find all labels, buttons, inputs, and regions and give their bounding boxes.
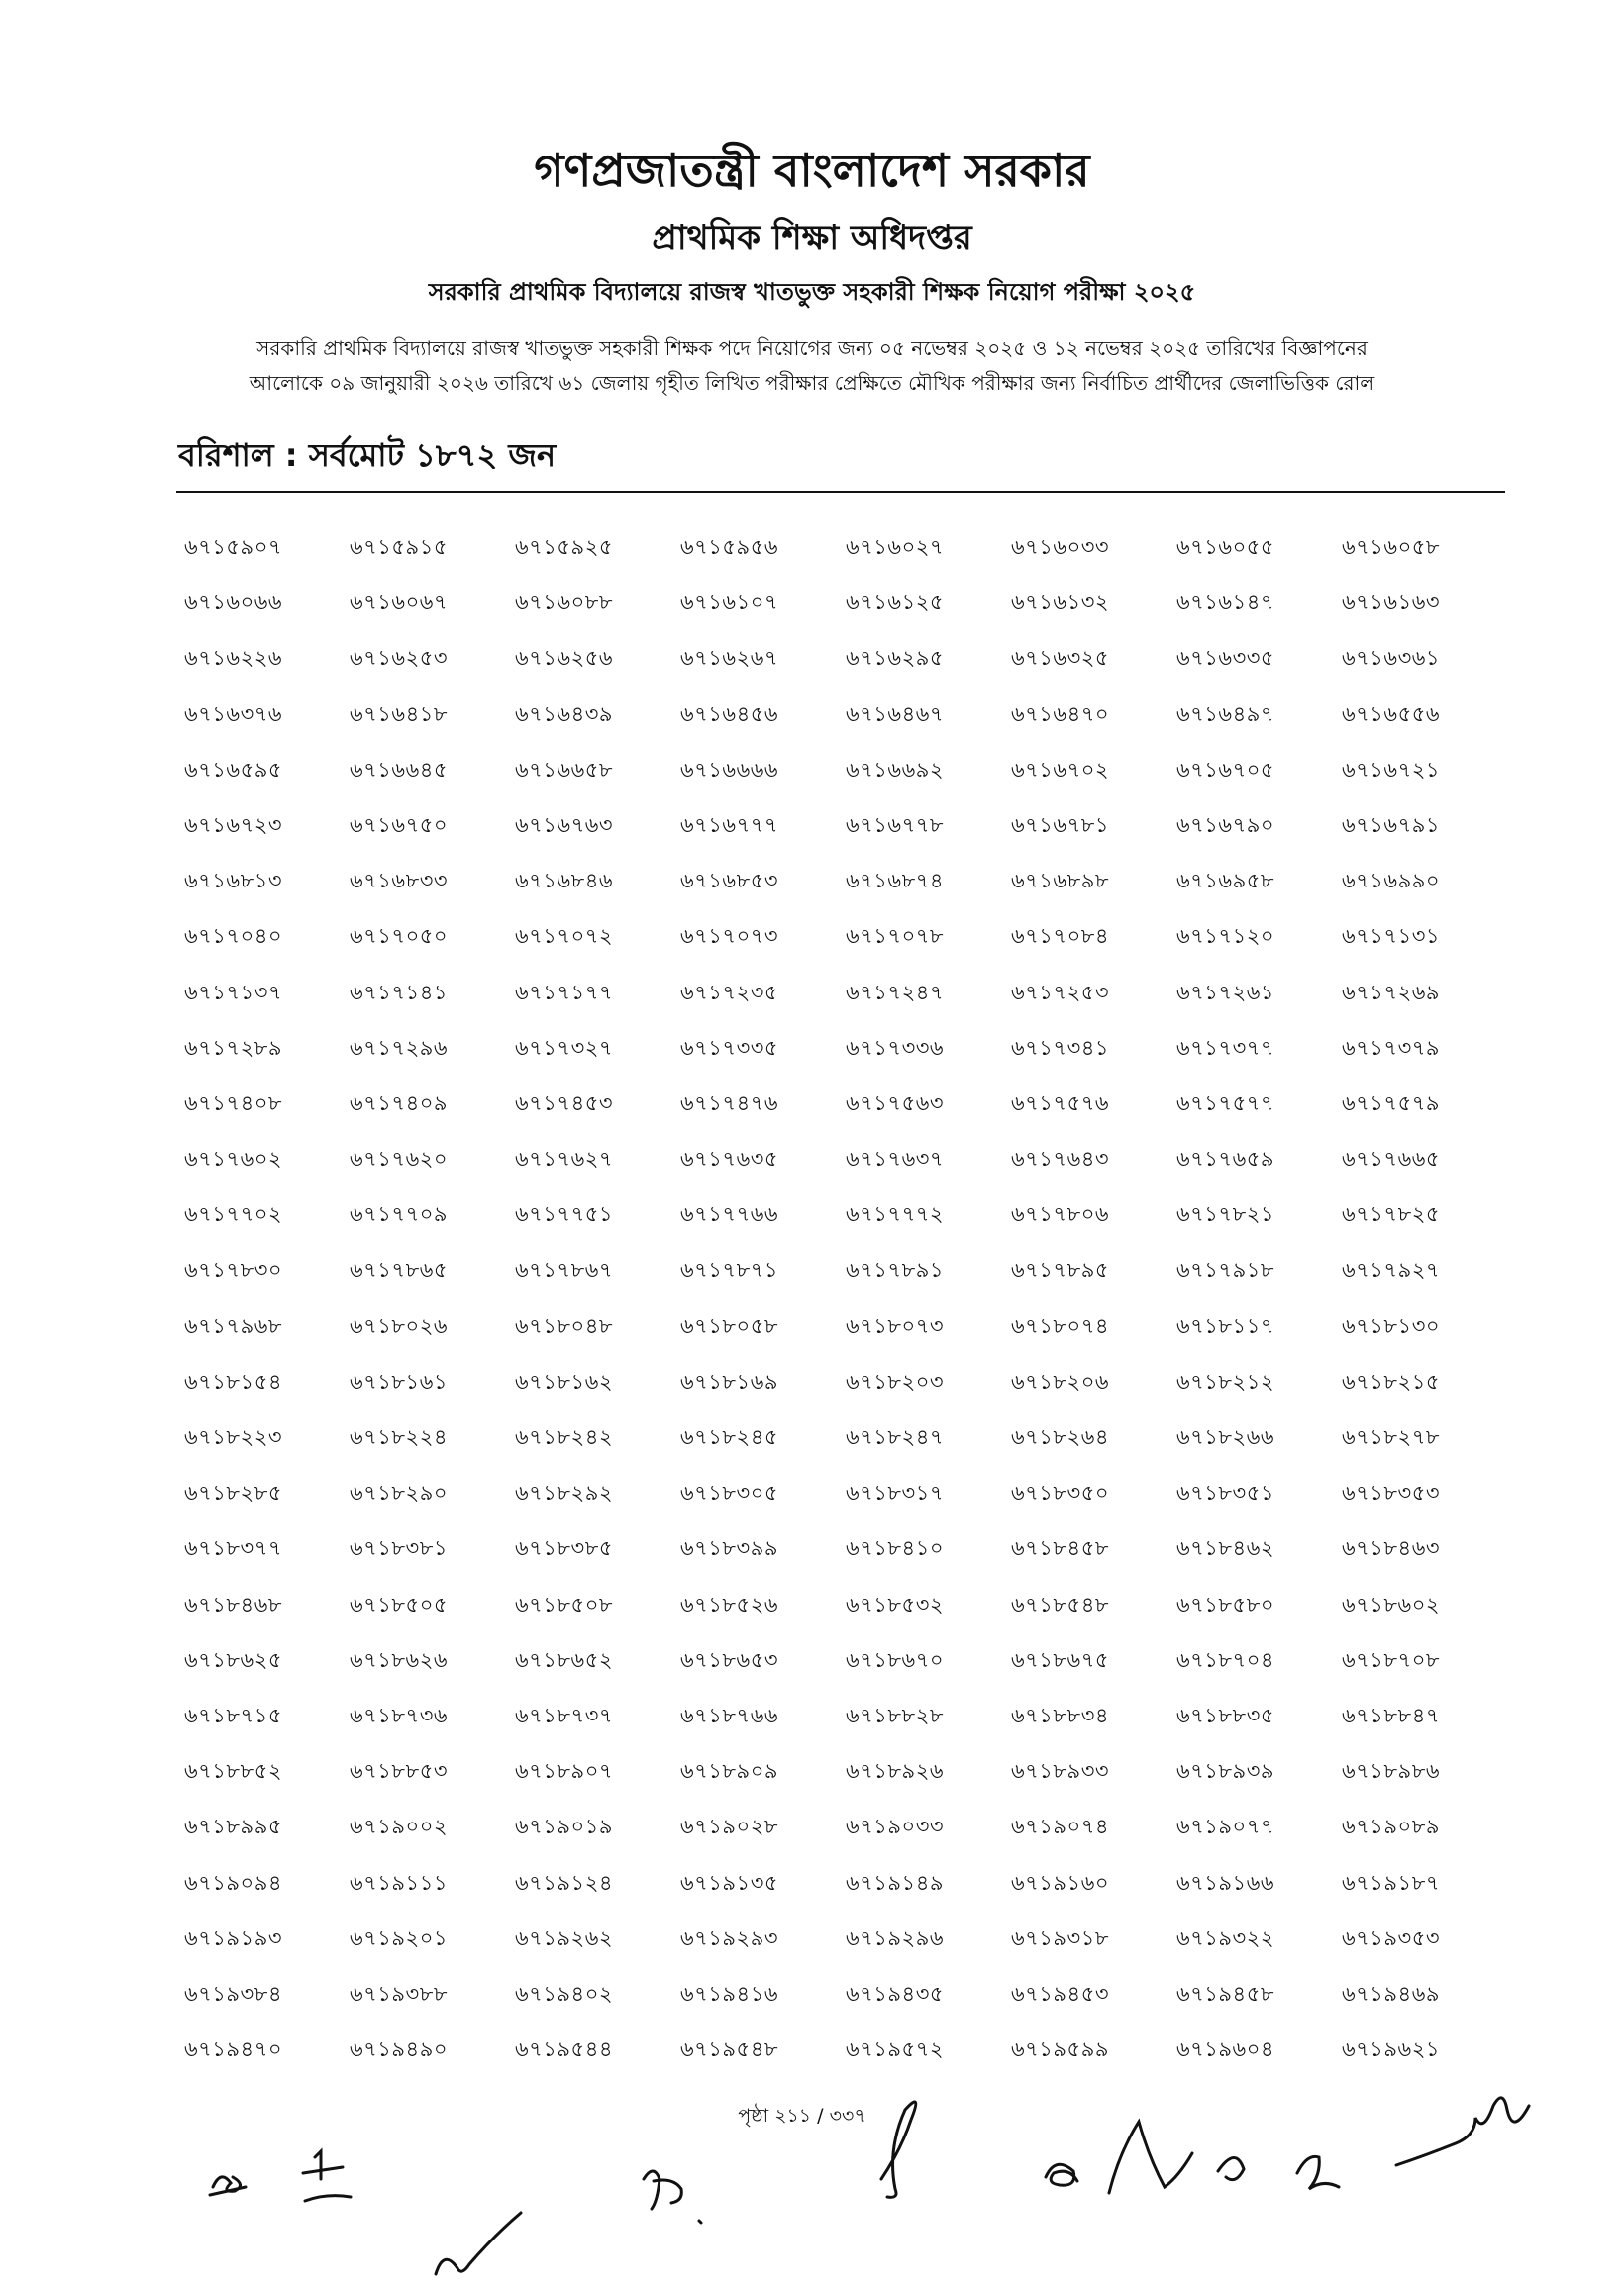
roll-number: ৬৭১৭৬৩৭ [846,1147,945,1172]
roll-number: ৬৭১৫৯৫৬ [680,535,778,559]
roll-number: ৬৭১৮৬০২ [1342,1592,1441,1616]
roll-number: ৬৭১৬২৯৫ [846,646,944,671]
signature-5 [881,2102,916,2197]
roll-number: ৬৭১৯১২৪ [515,1870,613,1895]
roll-number: ৬৭১৯২৬২ [515,1926,614,1950]
roll-number: ৬৭১৬৭২১ [1342,757,1441,781]
roll-number: ৬৭১৬৯৫৮ [1176,869,1274,893]
roll-number: ৬৭১৭০৫০ [350,924,449,949]
roll-number: ৬৭১৬১৪৭ [1176,590,1274,615]
department-title: প্রাথমিক শিক্ষা অধিদপ্তর [652,218,972,258]
roll-number: ৬৭১৮২২৪ [350,1425,448,1449]
roll-number: ৬৭১৯০৯৪ [184,1870,282,1895]
roll-number: ৬৭১৯৫৯৯ [1011,2037,1109,2062]
roll-number: ৬৭১৮৫০৮ [515,1592,613,1616]
roll-number: ৬৭১৮২৪৫ [680,1425,778,1449]
roll-number: ৬৭১৯৩৫৩ [1342,1926,1440,1950]
roll-number: ৬৭১৭৭০২ [184,1202,283,1227]
signature-8 [1218,2157,1244,2179]
roll-number: ৬৭১৮২৭৮ [1342,1425,1440,1449]
roll-number: ৬৭১৭৯২৭ [1342,1258,1441,1283]
roll-number: ৬৭১৭৫৬৩ [846,1091,945,1115]
roll-number: ৬৭১৬৩৬১ [1342,646,1441,671]
roll-number: ৬৭১৮২৯২ [515,1481,613,1506]
roll-number: ৬৭১৬৬৯২ [846,757,945,781]
signatures [0,2070,1624,2292]
roll-number: ৬৭১৭২৬১ [1176,980,1275,1004]
roll-number: ৬৭১৮১৫৪ [184,1369,282,1394]
roll-number: ৬৭১৯১৩৫ [680,1870,778,1895]
roll-number: ৬৭১৮১১৭ [1176,1313,1274,1338]
roll-number: ৬৭১৬৫৯৫ [184,757,282,781]
roll-number: ৬৭১৬৪৭০ [1011,701,1110,726]
roll-number: ৬৭১৬২৫৩ [350,646,449,671]
roll-number: ৬৭১৮৩৮১ [350,1536,448,1561]
roll-number: ৬৭১৯৪১৬ [680,1981,778,2006]
roll-number: ৬৭১৯৫৭২ [846,2037,944,2062]
notice-line-1: সরকারি প্রাথমিক বিদ্যালয়ে রাজস্ব খাতভুক্ত সহকারী শিক্ষক পদে নিয়োগের জন্য ০৫ নভেম্বর ২০২৫ ও ১২ নভেম্বর ২০২৫ তারিখের বিজ্ঞাপনের [256,336,1368,360]
roll-number: ৬৭১৮৫৩২ [846,1592,944,1616]
roll-number: ৬৭১৮৫২৬ [680,1592,778,1616]
roll-number: ৬৭১৬৮৭৪ [846,869,944,893]
roll-number: ৬৭১৭৩৩৫ [680,1035,779,1060]
roll-number: ৬৭১৮৩৫০ [1011,1481,1109,1506]
roll-number: ৬৭১৫৯১৫ [350,535,448,559]
government-title: গণপ্রজাতন্ত্রী বাংলাদেশ সরকার [534,144,1090,197]
roll-number: ৬৭১৬৭৯০ [1176,812,1275,837]
roll-number: ৬৭১৬৩২৫ [1011,646,1110,671]
roll-number: ৬৭১৬০৫৮ [1342,535,1440,559]
roll-number: ৬৭১৮৪৬২ [1176,1536,1274,1561]
roll-number: ৬৭১৭৮৯১ [846,1258,944,1283]
roll-number: ৬৭১৮৬৫৩ [680,1647,778,1672]
signature-7 [1109,2122,1192,2193]
roll-number: ৬৭১৭৪৭৬ [680,1091,779,1115]
roll-number: ৬৭১৭৯১৮ [1176,1258,1274,1283]
roll-number: ৬৭১৭৩৩৬ [846,1035,945,1060]
roll-number: ৬৭১৮২১২ [1176,1369,1274,1394]
roll-number: ৬৭১৬১৩২ [1011,590,1110,615]
roll-number: ৬৭১৯১৮৭ [1342,1870,1440,1895]
roll-number: ৬৭১৮৩১৭ [846,1481,944,1506]
roll-number: ৬৭১৮১৬৯ [680,1369,778,1394]
roll-number: ৬৭১৭৫৭৭ [1176,1091,1275,1115]
roll-number: ৬৭১৮৩৫১ [1176,1481,1274,1506]
roll-number: ৬৭১৮৫৪৮ [1011,1592,1109,1616]
roll-number: ৬৭১৬৮১৩ [184,869,282,893]
roll-number: ৬৭১৮২৬৪ [1011,1425,1109,1449]
roll-number: ৬৭১৯৩৮৮ [350,1981,448,2006]
roll-number: ৬৭১৮৩০৫ [680,1481,778,1506]
roll-number: ৬৭১৮১৩০ [1342,1313,1440,1338]
roll-number: ৬৭১৮২০৬ [1011,1369,1110,1394]
roll-number: ৬৭১৯৩২২ [1176,1926,1275,1950]
roll-number: ৬৭১৬৩৭৬ [184,701,283,726]
roll-number: ৬৭১৯৩১৮ [1011,1926,1109,1950]
roll-number: ৬৭১৭০৮৪ [1011,924,1109,949]
roll-number: ৬৭১৬৭৭৮ [846,812,945,837]
roll-number: ৬৭১৮৯৩৯ [1176,1759,1274,1784]
roll-number: ৬৭১৭০৪০ [184,924,283,949]
roll-number: ৬৭১৬০৫৫ [1176,535,1274,559]
roll-number: ৬৭১৮৩৫৩ [1342,1481,1440,1506]
roll-number: ৬৭১৭৯৬৮ [184,1313,282,1338]
roll-number: ৬৭১৮১৬২ [515,1369,613,1394]
roll-number: ৬৭১৮৮৪৭ [1342,1703,1440,1727]
roll-number: ৬৭১৮৬২৫ [184,1647,282,1672]
notice-line-2: আলোকে ০৯ জানুয়ারী ২০২৬ তারিখে ৬১ জেলায় গৃহীত লিখিত পরীক্ষার প্রেক্ষিতে মৌখিক পরীক্ষার জন্য নির্বাচিত প্রার্থীদের জেলাভিত্তিক রোল [249,371,1375,395]
roll-number: ৬৭১৭১৩৭ [184,980,283,1004]
roll-number: ৬৭১৭৭৭২ [846,1202,945,1227]
roll-number: ৬৭১৭২৮৯ [184,1035,282,1060]
roll-number: ৬৭১৬৬৪৫ [350,757,448,781]
roll-number: ৬৭১৭২৩৫ [680,980,779,1004]
roll-number: ৬৭১৯১৬০ [1011,1870,1109,1895]
signature-4 [644,2171,701,2223]
roll-number: ৬৭১৮৮৫২ [184,1759,282,1784]
roll-number: ৬৭১৬৭৯১ [1342,812,1440,837]
roll-number: ৬৭১৭৮২৫ [1342,1202,1440,1227]
roll-number: ৬৭১৮১৬১ [350,1369,448,1394]
roll-number-grid [184,533,1511,2091]
page-number: পৃষ্ঠা ২১১ / ৩৩৭ [738,2105,866,2127]
roll-number: ৬৭১৬৪৩৯ [515,701,613,726]
roll-number: ৬৭১৯০৮৯ [1342,1815,1440,1839]
roll-number: ৬৭১৮২৯০ [350,1481,448,1506]
roll-number: ৬৭১৮৩৮৫ [515,1536,613,1561]
roll-number: ৬৭১৮৩৭৭ [184,1536,283,1561]
roll-number: ৬৭১৯৪৯০ [350,2037,448,2062]
roll-number: ৬৭১৮৯২৬ [846,1759,944,1784]
roll-number: ৬৭১৯০৭৪ [1011,1815,1109,1839]
roll-number: ৬৭১৭৮৭১ [680,1258,778,1283]
roll-number: ৬৭১৭৮০৬ [1011,1202,1110,1227]
roll-number: ৬৭১৬৪১৮ [350,701,448,726]
district-heading: বরিশাল : সর্বমোট ১৮৭২ জন [178,436,557,473]
roll-number: ৬৭১৬২৫৬ [515,646,614,671]
roll-number: ৬৭১৮৪৫৮ [1011,1536,1109,1561]
roll-number: ৬৭১৬৬৬৬ [680,757,779,781]
roll-number: ৬৭১৭৮৯৫ [1011,1258,1109,1283]
roll-number: ৬৭১৬৩৩৫ [1176,646,1275,671]
roll-number: ৬৭১৭৬৬৫ [1342,1147,1441,1172]
roll-number: ৬৭১৭৬০২ [184,1147,283,1172]
roll-number: ৬৭১৭৮৩০ [184,1258,283,1283]
signature-6 [1046,2164,1077,2185]
roll-number: ৬৭১৬৭০২ [1011,757,1110,781]
roll-number: ৬৭১৮৭১৫ [184,1703,282,1727]
roll-number: ৬৭১৮৯০৯ [680,1759,778,1784]
roll-number: ৬৭১৮৪১০ [846,1536,944,1561]
roll-number: ৬৭১৭৮৬৭ [515,1258,614,1283]
roll-number: ৬৭১৬৪৯৭ [1176,701,1274,726]
roll-number: ৬৭১৬৭২৩ [184,812,283,837]
roll-number: ৬৭১৭৮২১ [1176,1202,1274,1227]
roll-number: ৬৭১৭০৭৩ [680,924,779,949]
roll-number: ৬৭১৭০৭২ [515,924,614,949]
signature-1 [210,2177,246,2195]
roll-number: ৬৭১৯০০২ [350,1815,449,1839]
roll-number: ৬৭১৯০৭৭ [1176,1815,1275,1839]
signature-9 [1297,2156,1339,2189]
roll-number: ৬৭১৭২৯৬ [350,1035,449,1060]
roll-number: ৬৭১৭৪৫৩ [515,1091,613,1115]
heading-divider [176,491,1505,493]
roll-number: ৬৭১৮৭৩৭ [515,1703,614,1727]
roll-number: ৬৭১৮২৪৭ [846,1425,944,1449]
roll-number: ৬৭১৮৮৫৩ [350,1759,448,1784]
roll-number: ৬৭১৫৯২৫ [515,535,613,559]
roll-number: ৬৭১৬৬৫৮ [515,757,613,781]
roll-number: ৬৭১৭৬৪৩ [1011,1147,1110,1172]
roll-number: ৬৭১৯৫৪৪ [515,2037,613,2062]
exam-title: সরকারি প্রাথমিক বিদ্যালয়ে রাজস্ব খাতভুক্ত সহকারী শিক্ষক নিয়োগ পরীক্ষা ২০২৫ [428,278,1196,306]
signature-2 [303,2151,351,2201]
roll-number: ৬৭১৮২৪২ [515,1425,613,1449]
roll-number: ৬৭১৮৮৩৫ [1176,1703,1274,1727]
roll-number: ৬৭১৬০৬৭ [350,590,449,615]
roll-number: ৬৭১৭০৭৮ [846,924,945,949]
roll-number: ৬৭১৬৮৯৮ [1011,869,1109,893]
roll-number: ৬৭১৬৭০৫ [1176,757,1275,781]
roll-number: ৬৭১৭৩৭৯ [1342,1035,1441,1060]
roll-number: ৬৭১৬১২৫ [846,590,944,615]
roll-number: ৬৭১৮৭৩৬ [350,1703,449,1727]
roll-number: ৬৭১৯৫৪৮ [680,2037,778,2062]
roll-number: ৬৭১৮০৫৮ [680,1313,778,1338]
roll-number: ৬৭১৭২৬৯ [1342,980,1441,1004]
roll-number: ৬৭১৭৬২৭ [515,1147,614,1172]
roll-number: ৬৭১৬১৬৩ [1342,590,1441,615]
roll-number: ৬৭১৭২৪৭ [846,980,945,1004]
roll-number: ৬৭১৬২২৬ [184,646,283,671]
roll-number: ৬৭১৬০৬৬ [184,590,283,615]
roll-number: ৬৭১৯৪৬৯ [1342,1981,1440,2006]
roll-number: ৬৭১৯১৬৬ [1176,1870,1274,1895]
roll-number: ৬৭১৮৭০৪ [1176,1647,1274,1672]
roll-number: ৬৭১৭৭৫১ [515,1202,613,1227]
roll-number: ৬৭১৭২৫৩ [1011,980,1110,1004]
roll-number: ৬৭১৬২৬৭ [680,646,779,671]
roll-number: ৬৭১৮০৪৮ [515,1313,613,1338]
roll-number: ৬৭১৬৫৫৬ [1342,701,1440,726]
roll-number: ৬৭১৬৭৬৩ [515,812,614,837]
roll-number: ৬৭১৮০৭৪ [1011,1313,1109,1338]
roll-number: ৬৭১৯০৩৩ [846,1815,945,1839]
roll-number: ৬৭১৯০২৮ [680,1815,778,1839]
roll-number: ৬৭১৮৬২৬ [350,1647,449,1672]
roll-number: ৬৭১৬১০৭ [680,590,779,615]
signature-10 [1396,2098,1529,2165]
roll-number: ৬৭১৮৪৬৮ [184,1592,282,1616]
roll-number: ৬৭১৫৯০৭ [184,535,282,559]
roll-number: ৬৭১৭৫৭৯ [1342,1091,1440,1115]
roll-number: ৬৭১৬৮৫৩ [680,869,778,893]
roll-number: ৬৭১৮৮৩৪ [1011,1703,1109,1727]
roll-number: ৬৭১৭৫৭৬ [1011,1091,1110,1115]
roll-number: ৬৭১৮৬৫২ [515,1647,613,1672]
roll-number: ৬৭১৮৬৭৫ [1011,1647,1109,1672]
roll-number: ৬৭১৮৭৬৬ [680,1703,779,1727]
roll-number: ৬৭১৬৪৫৬ [680,701,778,726]
roll-number: ৬৭১৬০৩৩ [1011,535,1110,559]
roll-number: ৬৭১৬৭৮১ [1011,812,1109,837]
roll-number: ৬৭১৯২৯৩ [680,1926,778,1950]
roll-number: ৬৭১৮৪৬৩ [1342,1536,1440,1561]
roll-number: ৬৭১৭৬৩৫ [680,1147,779,1172]
roll-number: ৬৭১৯২০১ [350,1926,448,1950]
roll-number: ৬৭১৭৩৭৭ [1176,1035,1275,1060]
roll-number: ৬৭১৭৩২৭ [515,1035,614,1060]
roll-number: ৬৭১৮৭০৮ [1342,1647,1440,1672]
roll-number: ৬৭১৬৪৬৭ [846,701,945,726]
notice-text [168,330,1456,401]
roll-number: ৬৭১৬৮৩৩ [350,869,449,893]
roll-number: ৬৭১৯৪৭০ [184,2037,282,2062]
roll-number: ৬৭১৭৮৬৫ [350,1258,448,1283]
signature-3 [436,2213,521,2274]
roll-number: ৬৭১৯৪৫৮ [1176,1981,1274,2006]
roll-number: ৬৭১৮২২৩ [184,1425,283,1449]
roll-number: ৬৭১৯১১১ [350,1870,448,1895]
roll-number: ৬৭১৯১৯৩ [184,1926,282,1950]
roll-number: ৬৭১৭৬২০ [350,1147,449,1172]
roll-number: ৬৭১৮৬৭০ [846,1647,945,1672]
roll-number: ৬৭১৬০২৭ [846,535,945,559]
roll-number: ৬৭১৮৩৯৯ [680,1536,778,1561]
roll-number: ৬৭১৯৬০৪ [1176,2037,1274,2062]
roll-number: ৬৭১৮২৬৬ [1176,1425,1275,1449]
roll-number: ৬৭১৬৯৯০ [1342,869,1440,893]
roll-number: ৬৭১৭১৭৭ [515,980,614,1004]
roll-number: ৬৭১৮০২৬ [350,1313,449,1338]
roll-number: ৬৭১৮৯০৭ [515,1759,613,1784]
roll-number: ৬৭১৭১২০ [1176,924,1275,949]
roll-number: ৬৭১৭৪০৮ [184,1091,282,1115]
roll-number: ৬৭১৭১৪১ [350,980,448,1004]
roll-number: ৬৭১৭৭০৯ [350,1202,449,1227]
roll-number: ৬৭১৬৮৪৬ [515,869,613,893]
roll-number: ৬৭১৮৯৮৬ [1342,1759,1440,1784]
roll-number: ৬৭১৯০১৯ [515,1815,613,1839]
roll-number: ৬৭১৭৪০৯ [350,1091,448,1115]
roll-number: ৬৭১৯৪৫৩ [1011,1981,1109,2006]
roll-number: ৬৭১৯২৯৬ [846,1926,944,1950]
roll-number: ৬৭১৮৯৯৫ [184,1815,282,1839]
roll-number: ৬৭১৭১৩১ [1342,924,1440,949]
roll-number: ৬৭১৭৩৪১ [1011,1035,1109,1060]
roll-number: ৬৭১৮৯৩৩ [1011,1759,1109,1784]
roll-number: ৬৭১৮০৭৩ [846,1313,945,1338]
roll-number: ৬৭১৯৪৩৫ [846,1981,944,2006]
roll-number: ৬৭১৮২১৫ [1342,1369,1440,1394]
roll-number: ৬৭১৮৫৮০ [1176,1592,1274,1616]
roll-number: ৬৭১৬৭৭৭ [680,812,779,837]
roll-number: ৬৭১৭৬৫৯ [1176,1147,1274,1172]
roll-number: ৬৭১৮২০৩ [846,1369,945,1394]
roll-number: ৬৭১৮৫০৫ [350,1592,448,1616]
roll-number: ৬৭১৭৭৬৬ [680,1202,779,1227]
roll-number: ৬৭১৮৮২৮ [846,1703,944,1727]
roll-number: ৬৭১৬০৮৮ [515,590,613,615]
roll-number: ৬৭১৮২৮৫ [184,1481,282,1506]
roll-number: ৬৭১৯১৪৯ [846,1870,944,1895]
roll-number: ৬৭১৬৭৫০ [350,812,449,837]
roll-number: ৬৭১৯৬২১ [1342,2037,1440,2062]
roll-number: ৬৭১৯৪০২ [515,1981,613,2006]
roll-number: ৬৭১৯৩৮৪ [184,1981,282,2006]
